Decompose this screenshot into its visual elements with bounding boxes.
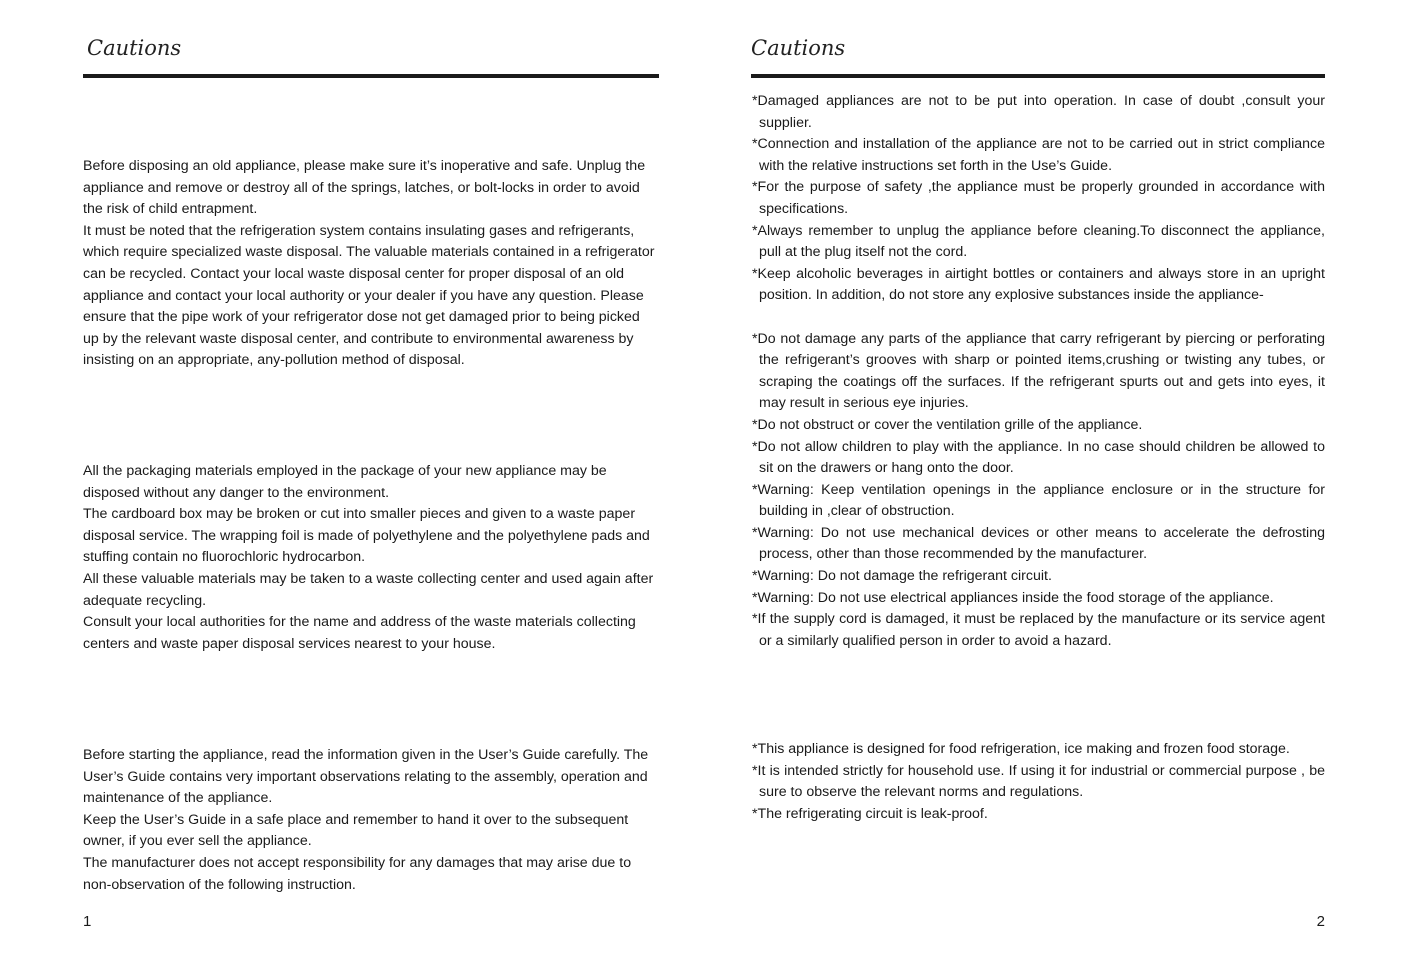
list-item: *Warning: Keep ventilation openings in the appliance enclosure or in the structure for building in ,clear of obstruction. [752,481,1325,520]
list-item: *It is intended strictly for household use. If using it for industrial or commercial purpose , be sure to observe the relevant norms and regulations. [752,762,1325,801]
spacer [751,307,1325,329]
list-item: *Keep alcoholic beverages in airtight bottles or containers and always store in an upright position. In addition, do not store any explosive substances inside the appliance- [752,265,1325,304]
list-item: *Warning: Do not use electrical appliances inside the food storage of the appliance. [752,589,1274,606]
right-page [751,0,1325,954]
list-item: *This appliance is designed for food refrigeration, ice making and frozen food storage. [752,741,1290,757]
guide-section [83,745,659,896]
list-item: *Do not obstruct or cover the ventilation grille of the appliance. [752,416,1143,433]
left-page [83,0,659,954]
page-number: 1 [83,913,92,930]
list-item: *Damaged appliances are not to be put into operation. In case of doubt ,consult your supplier. [752,93,1325,131]
list-item: *Do not allow children to play with the appliance. In no case should children be allowed to sit on the drawers or hang onto the door. [752,438,1325,477]
paragraph: The cardboard box may be broken or cut into smaller pieces and given to a waste paper disposal service. The wrapping foil is made of polyethylene and the polyethylene pads and stuffing contain no fluorochloric hydrocarbon. [83,506,650,566]
safety-list [751,91,1325,652]
paragraph: Before disposing an old appliance, please make sure it’s inoperative and safe. Unplug the appliance and remove or destroy all of the springs, latches, or bolt-locks in order to avoid the risk of child entrapment. [83,158,646,218]
list-item: *Warning: Do not damage the refrigerant circuit. [752,568,1052,585]
list-item: *For the purpose of safety ,the appliance must be properly grounded in accordance with specifications. [752,179,1325,217]
page-title: Cautions [87,36,182,60]
list-item: *The refrigerating circuit is leak-proof. [752,805,988,822]
list-item: *If the supply cord is damaged, it must be replaced by the manufacture or its service agent or a similarly qualified person in order to avoid a hazard. [752,611,1325,649]
paragraph: All the packaging materials employed in the package of your new appliance may be disposed without any danger to the environment. [83,463,607,501]
usage-list [751,739,1325,825]
paragraph: Before starting the appliance, read the information given in the User’s Guide carefully. The User’s Guide contains very important observations relating to the assembly, operation and maintenance of the appliance. [83,747,649,807]
paragraph: Keep the User’s Guide in a safe place and remember to hand it over to the subsequent owner, if you ever sell the appliance. [83,811,629,850]
list-item: *Connection and installation of the appliance are not to be carried out in strict compliance with the relative instructions set forth in the Use’s Guide. [752,136,1325,174]
page-number: 2 [1316,913,1325,930]
paragraph: All these valuable materials may be taken to a waste collecting center and used again after adequate recycling. [83,570,654,609]
list-item: *Do not damage any parts of the appliance that carry refrigerant by piercing or perforating the refrigerant’s grooves with sharp or pointed items,crushing or twisting any tubes, or scraping the coatings off the surfaces. If the refrigerant spurts out and gets into eyes, it may result in serious eye injuries. [752,330,1325,412]
paragraph: It must be noted that the refrigeration system contains insulating gases and refrigerants, which require specialized waste disposal. The valuable materials contained in a refrigerator can be recycled. Contact your local waste disposal center for proper disposal of an old appliance and contact your local authority or your dealer if you have any question. Please ensure that the pipe work of your refrigerator dose not get damaged prior to being picked up by the relevant waste disposal center, and contribute to environmental awareness by insisting on an appropriate, any-pollution method of disposal. [83,222,655,369]
disposal-section [83,156,659,372]
packaging-section [83,461,659,655]
title-rule [751,74,1325,78]
paragraph: Consult your local authorities for the name and address of the waste materials collecting centers and waste paper disposal services nearest to your house. [83,614,636,652]
list-item: *Always remember to unplug the appliance before cleaning.To disconnect the appliance, pull at the plug itself not the cord. [752,222,1325,261]
page-title: Cautions [751,36,846,60]
title-rule [83,74,659,78]
list-item: *Warning: Do not use mechanical devices or other means to accelerate the defrosting process, other than those recommended by the manufacturer. [752,524,1325,563]
paragraph: The manufacturer does not accept responsibility for any damages that may arise due to non-observation of the following instruction. [83,854,632,893]
